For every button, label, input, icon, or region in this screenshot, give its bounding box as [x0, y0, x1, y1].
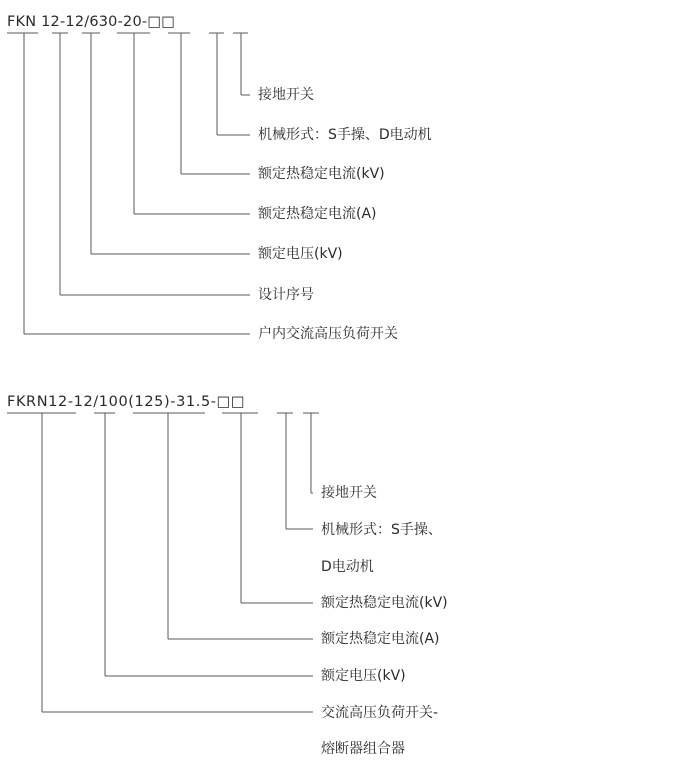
label-mechanism-type-2-cont: D电动机: [321, 559, 374, 575]
model-code-fkn: FKN 12-12/630-20-□□: [7, 14, 176, 30]
label-grounding-switch-2: 接地开关: [321, 485, 377, 501]
label-mechanism-type: 机械形式：S手操、D电动机: [258, 127, 432, 143]
label-rated-thermal-current-kv: 额定热稳定电流(kV): [258, 166, 385, 182]
label-ac-hv-load-switch-fuse: 交流高压负荷开关-: [321, 705, 439, 721]
label-rated-thermal-current-a: 额定热稳定电流(A): [258, 206, 377, 222]
label-indoor-ac-hv-load-switch: 户内交流高压负荷开关: [258, 326, 398, 342]
model-code-fkrn: FKRN12-12/100(125)-31.5-□□: [7, 394, 246, 410]
label-design-number: 设计序号: [258, 287, 314, 303]
label-rated-thermal-current-kv-2: 额定热稳定电流(kV): [321, 595, 448, 611]
label-mechanism-type-2: 机械形式：S手操、: [321, 522, 442, 538]
label-rated-voltage-2: 额定电压(kV): [321, 668, 406, 684]
label-ac-hv-load-switch-fuse-cont: 熔断器组合器: [321, 741, 405, 757]
label-rated-voltage: 额定电压(kV): [258, 246, 343, 262]
label-grounding-switch: 接地开关: [258, 87, 314, 103]
label-rated-thermal-current-a-2: 额定热稳定电流(A): [321, 631, 440, 647]
